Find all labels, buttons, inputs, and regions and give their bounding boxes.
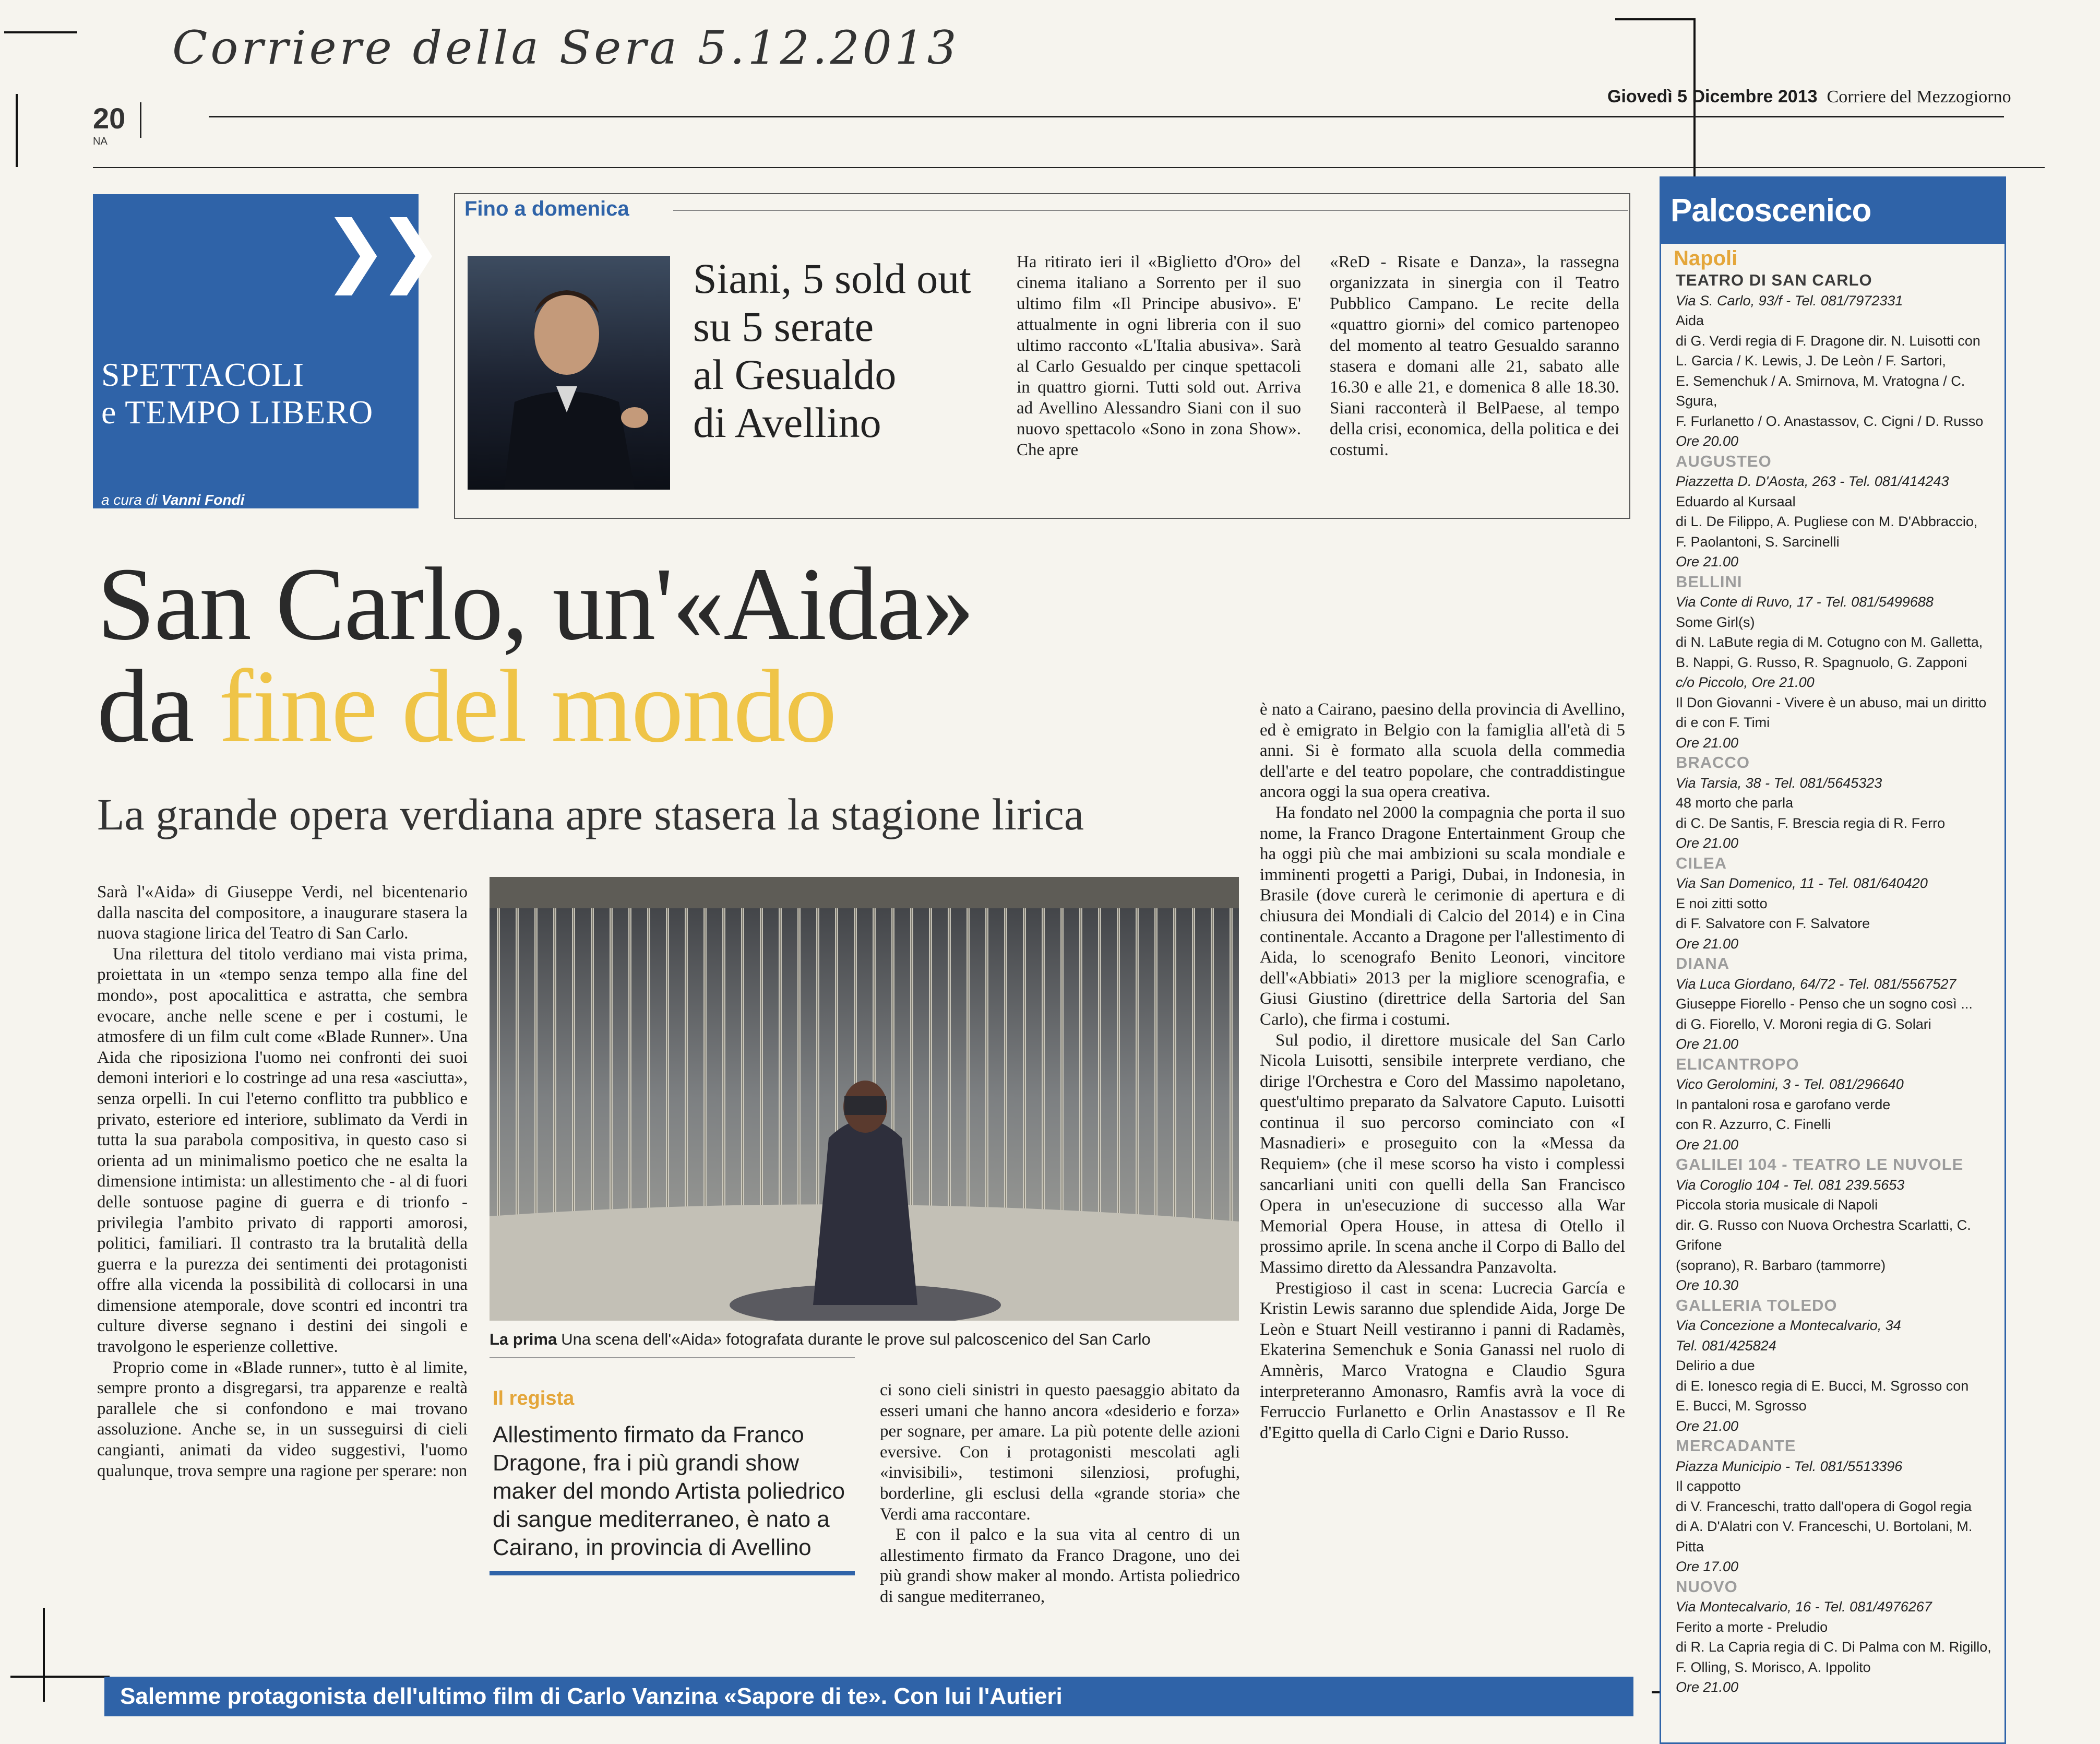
paragraph: è nato a Cairano, paesino della provincia di Avellino, ed è emigrato in Belgio con la famiglia all'età di 5 anni. Si è formato alla scuola della commedia dell'arte e del teatro popolare, che contraddistingue ancora oggi la sua opera creativa.: [1260, 700, 1625, 802]
bottom-banner: Salemme protagonista dell'ultimo film di Carlo Vanzina «Sapore di te». Con lui l'Autieri: [104, 1677, 1633, 1716]
show-detail: di G. Verdi regia di F. Dragone dir. N. Luisotti con: [1676, 333, 1980, 349]
paragraph: Sarà l'«Aida» di Giuseppe Verdi, nel bicentenario dalla nascita del compositore, a inaugurare stasera la nuova stagione lirica del Teatro di San Carlo.: [97, 883, 468, 943]
header-rule: [209, 116, 2004, 117]
venue-address: Via Montecalvario, 16 - Tel. 081/4976267: [1676, 1599, 1932, 1615]
listings-city: Napoli: [1674, 247, 1738, 270]
venue-name: TEATRO DI SAN CARLO: [1676, 271, 1872, 289]
venue-address: Piazzetta D. D'Aosta, 263 - Tel. 081/414243: [1676, 473, 1949, 489]
masthead-date: Giovedì 5 Dicembre 2013: [1607, 87, 1818, 106]
venue-address: Via Luca Giordano, 64/72 - Tel. 081/5567527: [1676, 976, 1956, 992]
paragraph: Ha fondato nel 2000 la compagnia che porta il suo nome, la Franco Dragone Entertainment Group che ha oggi più che mai ambizioni su scala mondiale e imminenti progetti a Parigi, Dubai, in Indonesia, in Brasile (dove curerà le cerimonie di apertura e di chiusura dei Mondiali di Calcio del 2014) e in Cina continentale. Accanto a Dragone per l'allestimento di Aida, lo scenografo Benito Leonori, vincitore dell'«Abbiati» 2013 per la migliore scenografia, e Giusi Giustino (direttrice della Sartoria del San Carlo), che firma i costumi.: [1260, 803, 1625, 1029]
stage-scene: [490, 877, 1239, 1321]
paragraph: Prestigioso il cast in scena: Lucrecia García e Kristin Lewis saranno due splendide Aida, Jorge De Leòn e Stuart Neill vestiranno i panni di Radamès, Ekaterina Semenchuk e Sonia Ganassi nel ruolo di Amnèris, Marco Vratogna e Claudio Sgura interpreteranno Amonasro, Ramfis avrà la voce di Ferruccio Furlanetto e Orlin Anastassov e Il Re d'Egitto quella di Carlo Cigni e Dario Russo.: [1260, 1278, 1625, 1442]
show-detail: E. Semenchuk / A. Smirnova, M. Vratogna / C. Sgura,: [1676, 373, 1965, 409]
show-time: Ore 21.00: [1676, 935, 1739, 952]
venue-name: GALILEI 104 - TEATRO LE NUVOLE: [1676, 1155, 1964, 1173]
show-detail: di F. Salvatore con F. Salvatore: [1676, 916, 1870, 931]
paragraph: Una rilettura del titolo verdiano mai vista prima, proiettata in un «tempo senza tempo alla fine del mondo», post apocalittica e astratta, che sembra evocare, anche nelle scene e per i costumi, le atmosfere di un film cult come «Blade Runner». Una Aida che riposiziona l'uomo nei confronti dei suoi demoni interiori e lo costringe ad una resa «asciutta», senza orpelli. In cui l'eterno conflitto tra pubblico e privato, esteriore ed interiore, sublimato da Verdi in tutta la sua parabola compositiva, in questo caso si orienta ad un minimalismo poetico che ne esalta la dimensione intimista: un allestimento che - al di fuori delle sontuose pagine di guerra e di trionfo - privilegia l'ambito privato di rapporti amorosi, politici, familiari. Il contrasto tra la brutalità della guerra e la purezza dei sentimenti dei protagonisti offre alla vicenda la possibilità di collocarsi in una dimensione atemporale, dove scontri ed incontri tra culture diverse segnano i destini dei singoli e travolgono le esperienze collettive.: [97, 944, 468, 1357]
siani-photo: [468, 256, 670, 490]
masthead-dateline: [1607, 87, 2011, 107]
show-time: Ore 21.00: [1676, 734, 1739, 751]
listing-lines: [1661, 270, 2004, 1698]
article-subhead: La grande opera verdiana apre stasera la stagione lirica: [97, 789, 1084, 839]
fino-column-1: Ha ritirato ieri il «Biglietto d'Oro» del cinema italiano a Sorrento per il suo ultimo film «Il Principe abusivo». E' attualmente in ogni libreria con il suo ultimo racconto «L'Italia abusiva». Sarà al Carlo Gesualdo per cinque spettacoli in quattro giorni. Tutti sold out. Arriva ad Avellino Alessandro Siani con il suo nuovo spettacolo «Sono in zona Show». Che apre: [1017, 253, 1301, 459]
listings-title: Palcoscenico: [1661, 178, 2004, 244]
show-detail: F. Paolantoni, S. Sarcinelli: [1676, 533, 1840, 550]
venue-name: DIANA: [1676, 954, 1730, 972]
show-detail: di e con F. Timi: [1676, 715, 1770, 730]
scan-mark: [16, 94, 18, 167]
show-detail: E noi zitti sotto: [1676, 895, 1768, 911]
regista-text: Allestimento firmato da Franco Dragone, fra i più grandi show maker del mondo Artista poliedrico di sangue mediterraneo, è nato a Cairano, in provincia di Avellino: [493, 1422, 845, 1560]
scan-mark: [1615, 18, 1693, 20]
photo-caption: La prima Una scena dell'«Aida» fotografata durante le prove sul palcoscenico del San Carlo: [490, 1330, 1151, 1348]
venue-address: Piazza Municipio - Tel. 081/5513396: [1676, 1458, 1903, 1474]
section-panel: [93, 194, 433, 508]
page-number-divider: [140, 102, 141, 138]
show-detail: In pantaloni rosa e garofano verde: [1676, 1096, 1891, 1112]
article-headline: San Carlo, un'«Aida» da fine del mondo: [97, 547, 974, 764]
venue-address: Via Conte di Ruvo, 17 - Tel. 081/5499688: [1676, 594, 1934, 610]
show-time: Ore 20.00: [1676, 433, 1739, 449]
venue-name: BRACCO: [1676, 753, 1750, 772]
venue-address: Vico Gerolomini, 3 - Tel. 081/296640: [1676, 1076, 1904, 1092]
show-detail: Eduardo al Kursaal: [1676, 493, 1796, 509]
show-detail: F. Olling, S. Morisco, A. Ippolito: [1676, 1659, 1871, 1675]
venue-address: Via Concezione a Montecalvario, 34: [1676, 1318, 1901, 1333]
show-detail: E. Bucci, M. Sgrosso: [1676, 1398, 1807, 1414]
show-detail: B. Nappi, G. Russo, R. Spagnuolo, G. Zapponi: [1676, 654, 1967, 670]
show-detail: Ferito a morte - Preludio: [1676, 1619, 1828, 1635]
show-time: c/o Piccolo, Ore 21.00: [1676, 674, 1815, 690]
show-detail: Piccola storia musicale di Napoli: [1676, 1197, 1878, 1213]
show-time: Ore 17.00: [1676, 1559, 1739, 1574]
venue-name: BELLINI: [1676, 572, 1743, 591]
paragraph: ci sono cieli sinistri in questo paesaggio abitato da esseri umani che hanno ancora «desiderio e forza» per sognare, per amare. La più potente delle azioni eversive. Con i protagonisti mescolati agli «invisibili», testimoni silenziosi, profughi, borderline, gli esclusi della «grande storia» che Verdi ama raccontare.: [880, 1381, 1240, 1524]
show-detail: di G. Fiorello, V. Moroni regia di G. Solari: [1676, 1016, 1931, 1032]
masthead-publication: Corriere del Mezzogiorno: [1827, 87, 2011, 106]
venue-address: Via Tarsia, 38 - Tel. 081/5645323: [1676, 775, 1882, 791]
article-column-2: [880, 1380, 1240, 1608]
show-detail: con R. Azzurro, C. Finelli: [1676, 1117, 1831, 1132]
show-detail: Il cappotto: [1676, 1478, 1741, 1494]
show-detail: Aida: [1676, 313, 1704, 328]
show-detail: di V. Franceschi, tratto dall'opera di Gogol regia: [1676, 1498, 1972, 1514]
headline-highlight: fine del mondo: [218, 649, 836, 764]
show-detail: F. Furlanetto / O. Anastassov, C. Cigni / D. Russo: [1676, 413, 1984, 429]
show-detail: Giuseppe Fiorello - Penso che un sogno così ...: [1676, 996, 1973, 1012]
show-detail: di R. La Capria regia di C. Di Palma con M. Rigillo,: [1676, 1639, 1991, 1655]
fino-headline: Siani, 5 sold out su 5 serate al Gesualdo di Avellino: [693, 255, 972, 446]
show-detail: Delirio a due: [1676, 1358, 1755, 1373]
show-detail: (soprano), R. Barbaro (tammorre): [1676, 1257, 1886, 1273]
venue-name: CILEA: [1676, 853, 1727, 872]
paragraph: Proprio come in «Blade runner», tutto è al limite, sempre pronto a disgregarsi, tra apparenze e realtà parallele che si confondono e mai trovano assoluzione. Anche se, in un susseguirsi di cieli cangianti, animati da video suggestivi, l'uomo qualunque, trova sempre una ragione per sperare: non: [97, 1358, 468, 1480]
aida-stage-photo: [490, 877, 1239, 1321]
show-time: Ore 21.00: [1676, 1036, 1739, 1052]
paragraph: E con il palco e la sua vita al centro di un allestimento firmato da Franco Dragone, uno dei più grandi show maker al mondo. Artista poliedrico di sangue mediterraneo,: [880, 1525, 1240, 1606]
edition-code: NA: [93, 136, 108, 147]
show-time: Ore 21.00: [1676, 835, 1739, 851]
fino-kicker-rule: [673, 210, 1628, 211]
show-time: Ore 21.00: [1676, 554, 1739, 570]
show-detail: di A. D'Alatri con V. Franceschi, U. Bortolani, M. Pitta: [1676, 1518, 1973, 1555]
venue-name: ELICANTROPO: [1676, 1054, 1799, 1073]
venue-address: Via Coroglio 104 - Tel. 081 239.5653: [1676, 1177, 1905, 1193]
fino-column-2: «ReD - Risate e Danza», la rassegna organizzata in sinergia con il Teatro Pubblico Campano. Le recite della «quattro giorni» del comico partenopeo del momento al teatro Gesualdo saranno stasera e domani alle 21, sabato alle 16.30 e alle 21, e domenica 8 alle 18.30. Siani racconterà il BelPaese, al tempo della crisi, economica, della politica e dei costumi.: [1330, 253, 1619, 459]
section-title: SPETTACOLI e TEMPO LIBERO: [101, 356, 374, 431]
show-detail: dir. G. Russo con Nuova Orchestra Scarlatti, C. Grifone: [1676, 1217, 1971, 1253]
venue-name: NUOVO: [1676, 1577, 1738, 1596]
show-detail: Il Don Giovanni - Vivere è un abuso, mai un diritto: [1676, 694, 1987, 710]
handwritten-note: Corriere della Sera 5.12.2013: [172, 21, 960, 75]
show-time: Ore 21.00: [1676, 1136, 1739, 1153]
venue-name: MERCADANTE: [1676, 1437, 1796, 1455]
fino-kicker: Fino a domenica: [464, 197, 629, 220]
show-detail: di N. LaBute regia di M. Cotugno con M. Galletta,: [1676, 634, 1983, 650]
article-column-1: [97, 882, 468, 1481]
regista-label: Il regista: [493, 1387, 575, 1409]
show-detail: L. Garcia / K. Lewis, J. De Leòn / F. Sartori,: [1676, 353, 1946, 369]
show-time: Ore 21.00: [1676, 1679, 1739, 1695]
double-chevron-right-icon: ❯❯: [323, 205, 433, 295]
venue-address: Via S. Carlo, 93/f - Tel. 081/7972331: [1676, 292, 1903, 309]
article-column-3: [1260, 699, 1625, 1443]
show-detail: di C. De Santis, F. Brescia regia di R. Ferro: [1676, 815, 1946, 831]
paragraph: Sul podio, il direttore musicale del San Carlo Nicola Luisotti, sensibile interprete verdiano, che dirige l'Orchestra e Coro del Massimo napoletano, quest'ultimo preparato da Salvatore Caputo. Luisotti continua il suo percorso cominciato con «I Masnadieri» e proseguito con la «Messa da Requiem» (che il mese scorso ha visto i complessi sancarliani uniti con quelli della San Francisco Opera in un'esecuzione di successo alla War Memorial Opera House, in attesa di Otello il prossimo aprile. In scena anche il Corpo di Ballo del Massimo diretto da Alessandra Panzavolta.: [1260, 1030, 1625, 1277]
scan-mark: [10, 1676, 110, 1678]
scan-mark: [4, 31, 77, 33]
show-detail: di L. De Filippo, A. Pugliese con M. D'Abbraccio,: [1676, 514, 1978, 529]
page-number: 20: [93, 102, 126, 135]
listings-sidebar: [1660, 176, 2006, 1744]
regista-rule: [490, 1571, 855, 1575]
scan-mark: [43, 1608, 45, 1702]
venue-name: AUGUSTEO: [1676, 452, 1772, 470]
section-curator: a cura di Vanni Fondi: [101, 492, 245, 508]
caption-rule: [490, 1357, 855, 1358]
show-time: Ore 21.00: [1676, 1418, 1739, 1434]
header-rule-2: [93, 167, 2045, 168]
show-detail: di E. Ionesco regia di E. Bucci, M. Sgrosso con: [1676, 1378, 1969, 1394]
show-detail: 48 morto che parla: [1676, 795, 1794, 811]
venue-address: Tel. 081/425824: [1676, 1337, 1776, 1354]
show-time: Ore 10.30: [1676, 1277, 1739, 1293]
venue-address: Via San Domenico, 11 - Tel. 081/640420: [1676, 875, 1928, 891]
performer-silhouette: [468, 256, 670, 490]
show-detail: Some Girl(s): [1676, 614, 1755, 630]
venue-name: GALLERIA TOLEDO: [1676, 1296, 1837, 1314]
